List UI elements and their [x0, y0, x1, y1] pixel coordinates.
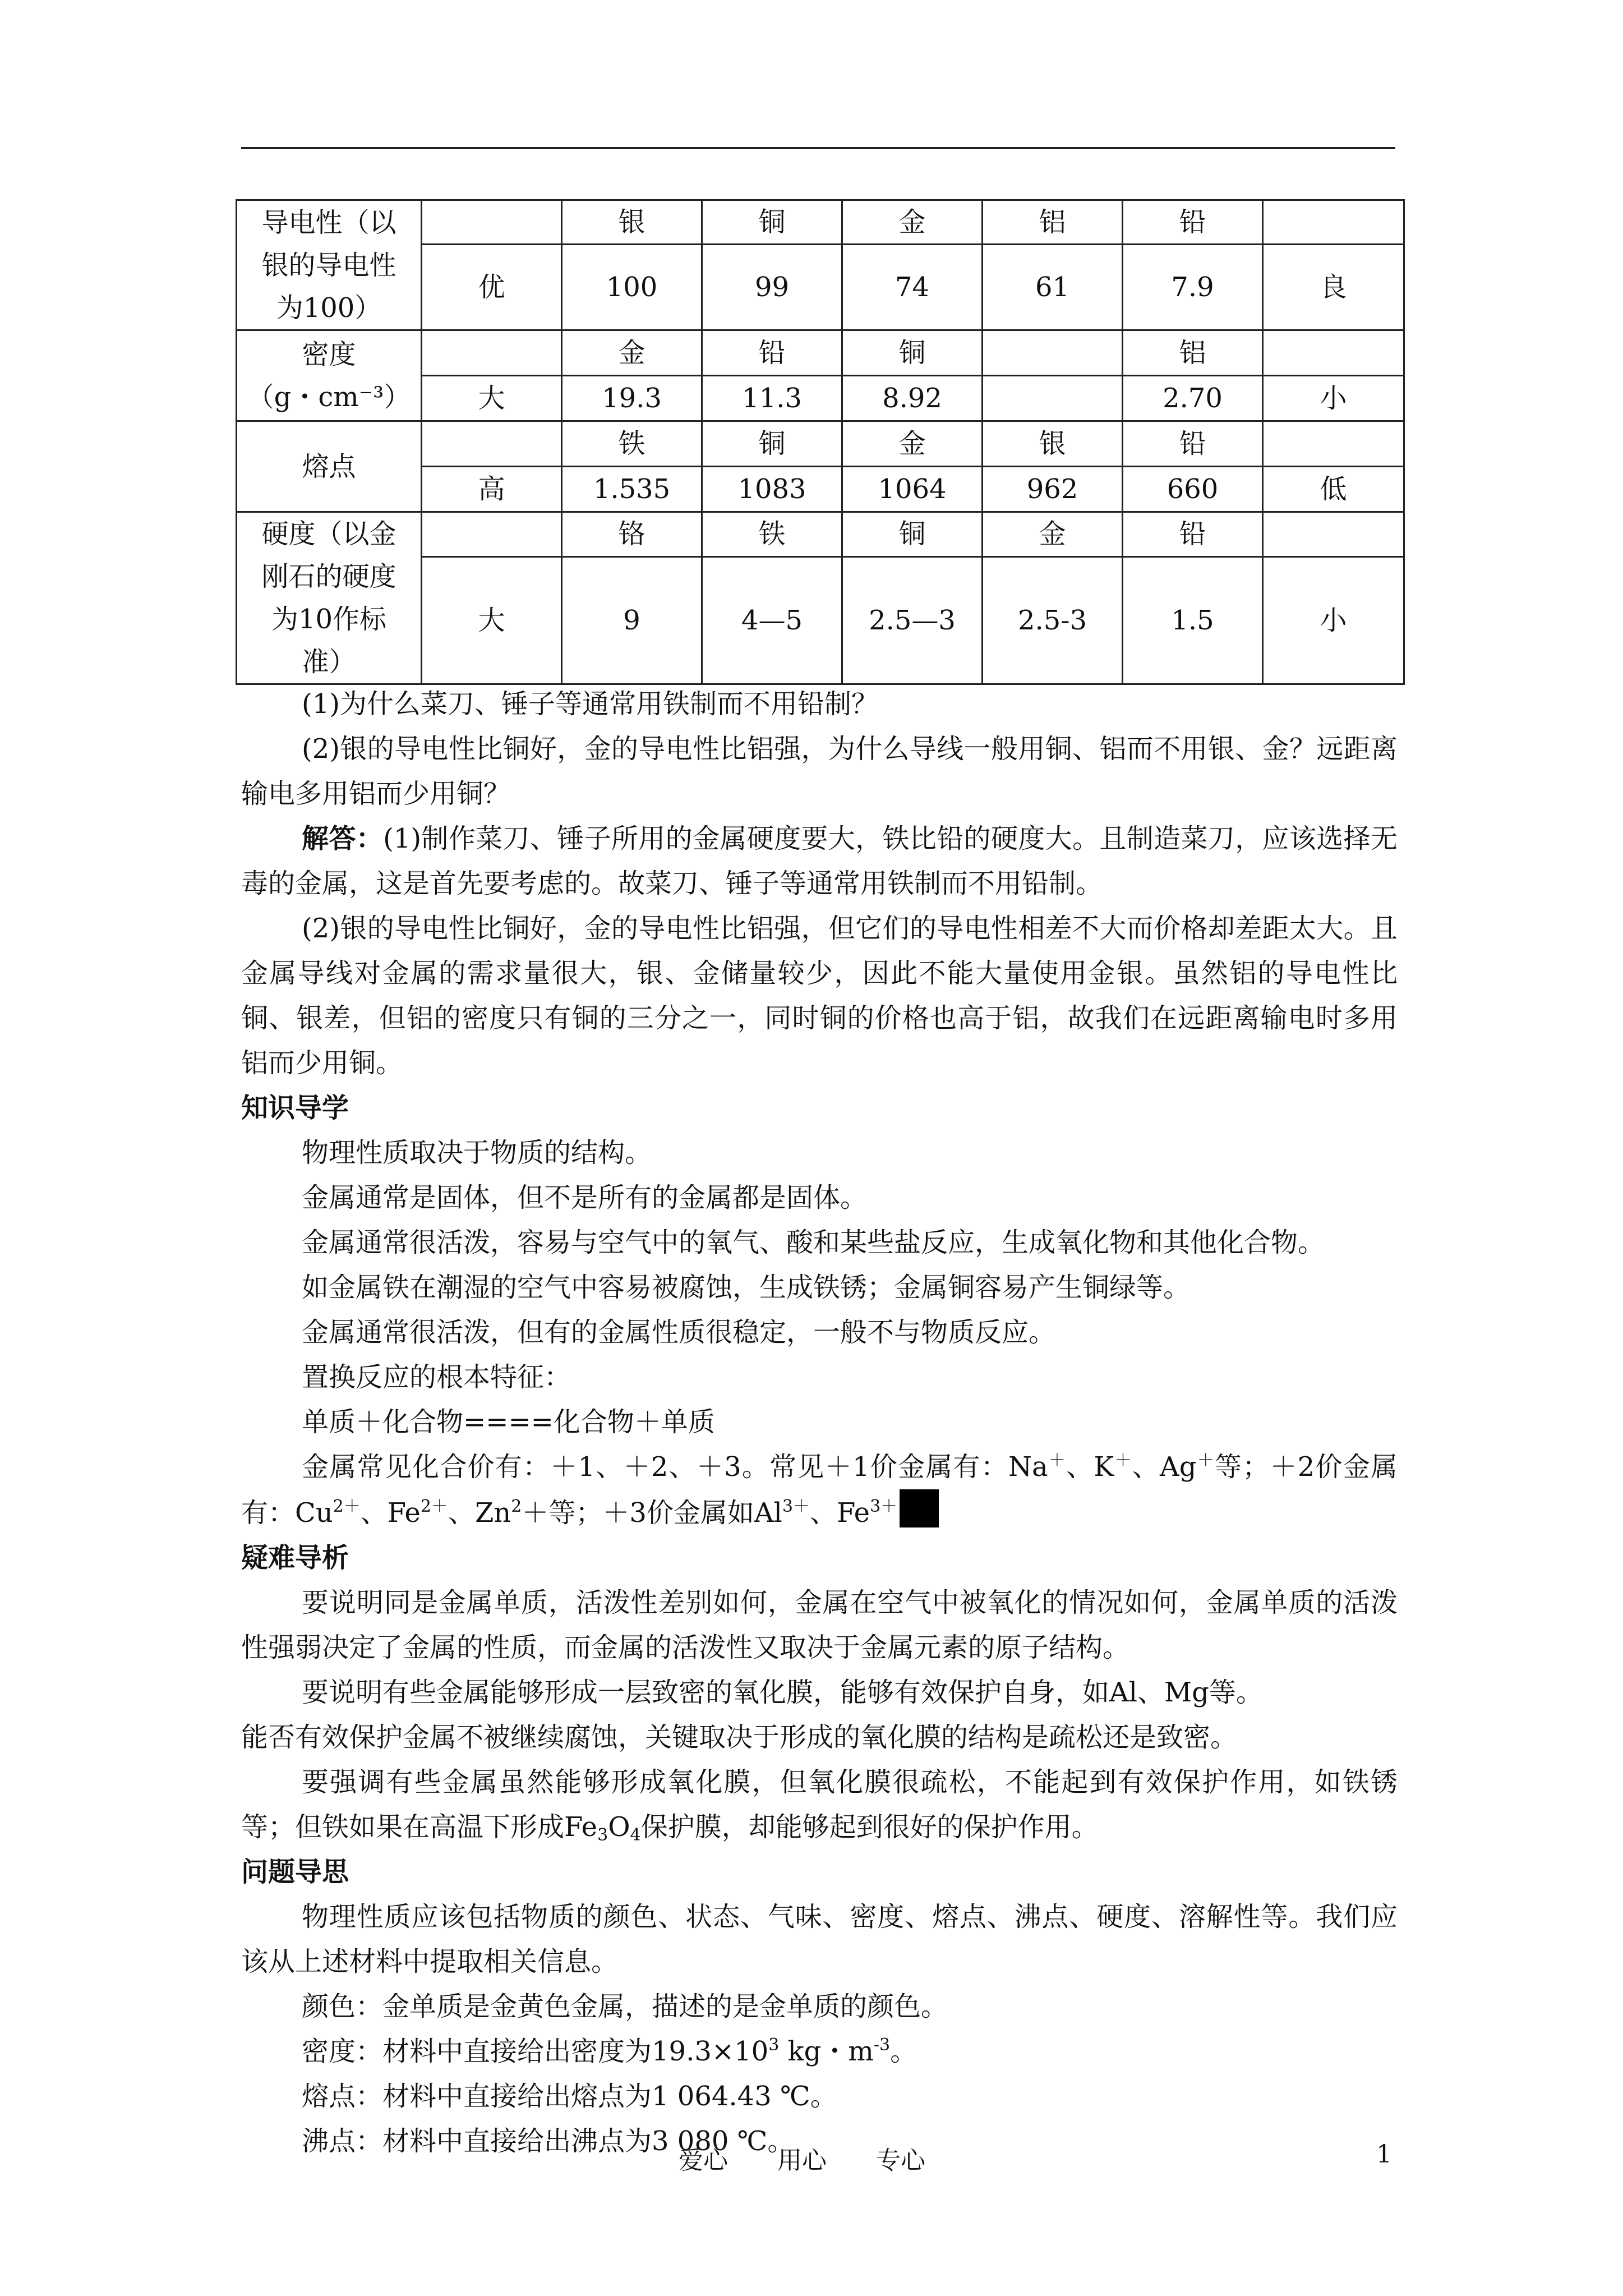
- table-cell: 小: [1263, 376, 1404, 421]
- paragraph: 密度：材料中直接给出密度为$19.3\times 10^3$ kg・$m^{-3}$。: [302, 2035, 917, 2067]
- table-cell: 铬: [562, 512, 702, 557]
- table-cell: 8.92: [842, 376, 983, 421]
- table-cell: 2.70: [1123, 376, 1263, 421]
- table-cell: 铝: [1123, 330, 1263, 376]
- table-cell: 铅: [1123, 421, 1263, 467]
- table-cell: 铅: [1123, 512, 1263, 557]
- table-cell: 金: [842, 421, 983, 467]
- page-number: 1: [1376, 2140, 1392, 2169]
- metal-properties-table: [236, 199, 1405, 685]
- paragraph: 物理性质取决于物质的结构。: [302, 1137, 652, 1168]
- table-cell: 1.5: [1123, 556, 1263, 684]
- table-cell: 19.3: [562, 376, 702, 421]
- redaction-box: [900, 1489, 939, 1527]
- table-cell: [983, 330, 1123, 376]
- paragraph: 置换反应的根本特征：: [302, 1361, 571, 1393]
- table-cell: 大: [422, 556, 562, 684]
- main-content: [241, 682, 1398, 2164]
- table-cell: 金: [983, 512, 1123, 557]
- paragraph: 熔点：材料中直接给出熔点为1 064.43 ℃。: [302, 2081, 837, 2112]
- table-cell: 铁: [702, 512, 842, 557]
- footer-motto: 爱心 用心 专心: [679, 2146, 925, 2175]
- paragraph: 颜色：金单质是金黄色金属，描述的是金单质的颜色。: [302, 1991, 948, 2022]
- table-cell: 99: [702, 245, 842, 330]
- question-1: (1)为什么菜刀、锤子等通常用铁制而不用铅制？: [302, 688, 878, 720]
- paragraph: 要说明同是金属单质，活泼性差别如何，金属在空气中被氧化的情况如何，金属单质的活泼性强弱决定了金属的性质，而金属的活泼性又取决于金属元素的原子结构。: [241, 1587, 1398, 1663]
- table-cell: 良: [1263, 245, 1404, 330]
- table-cell: 1083: [702, 467, 842, 512]
- table-cell: 2.5-3: [983, 556, 1123, 684]
- answer-1: 解答：(1)制作菜刀、锤子所用的金属硬度要大，铁比铅的硬度大。且制造菜刀，应该选择无毒的金属，这是首先要考虑的。故菜刀、锤子等通常用铁制而不用铅制。: [241, 823, 1398, 899]
- table-cell: 9: [562, 556, 702, 684]
- table-cell: 银: [983, 421, 1123, 467]
- table-cell: 铝: [983, 200, 1123, 245]
- conductivity-label: 导电性（以 银的导电性 为100）: [237, 200, 422, 330]
- table-cell: 660: [1123, 467, 1263, 512]
- table-cell: 962: [983, 467, 1123, 512]
- table-cell: 铜: [842, 512, 983, 557]
- section-title-difficulty: 疑难导析: [241, 1542, 349, 1573]
- table-cell: 优: [422, 245, 562, 330]
- table-cell: 小: [1263, 556, 1404, 684]
- density-label: 密度 （g・cm⁻³）: [237, 330, 422, 421]
- table-cell: 铅: [1123, 200, 1263, 245]
- answer-lead: 解答：: [302, 823, 384, 854]
- table-cell: 金: [562, 330, 702, 376]
- table-cell: 100: [562, 245, 702, 330]
- paragraph: 要强调有些金属虽然能够形成氧化膜，但氧化膜很疏松，不能起到有效保护作用，如铁锈等；但铁如果在高温下形成$Fe_3O_4$保护膜，却能够起到很好的保护作用。: [241, 1766, 1398, 1845]
- paragraph: 金属通常是固体，但不是所有的金属都是固体。: [302, 1182, 868, 1213]
- table-cell: 金: [842, 200, 983, 245]
- valence-paragraph: 金属常见化合价有：＋1、＋2、＋3。常见＋1价金属有：Na＋、K＋、Ag＋等；＋2价金属有：$Cu^{2+}$、$Fe^{2+}$、$Zn^2+$等；＋3价金属如$Al^{3+}$、$Fe^{3+}$: [241, 1451, 1398, 1529]
- paragraph: 沸点：材料中直接给出沸点为3 080 ℃。: [302, 2125, 795, 2157]
- table-cell: 4—5: [702, 556, 842, 684]
- paragraph: 金属通常很活泼，但有的金属性质很稳定，一般不与物质反应。: [302, 1317, 1056, 1348]
- table-cell: 1064: [842, 467, 983, 512]
- table-cell: 大: [422, 376, 562, 421]
- table-cell: 铁: [562, 421, 702, 467]
- table-row: [237, 512, 1404, 557]
- section-title-thinking: 问题导思: [241, 1856, 349, 1888]
- answer-2: (2)银的导电性比铜好，金的导电性比铝强，但它们的导电性相差不大而价格却差距太大。且金属导线对金属的需求量很大，银、金储量较少，因此不能大量使用金银。虽然铝的导电性比铜、银差，但铝的密度只有铜的三分之一，同时铜的价格也高于铝，故我们在远距离输电时多用铝而少用铜。: [241, 913, 1398, 1079]
- table-row: [237, 330, 1404, 376]
- section-title-knowledge: 知识导学: [241, 1092, 349, 1124]
- table-cell: 11.3: [702, 376, 842, 421]
- table-cell: 铅: [702, 330, 842, 376]
- paragraph: 如金属铁在潮湿的空气中容易被腐蚀，生成铁锈；金属铜容易产生铜绿等。: [302, 1272, 1191, 1303]
- melting-label: 熔点: [237, 421, 422, 512]
- table-cell: 1.535: [562, 467, 702, 512]
- question-2: (2)银的导电性比铜好，金的导电性比铝强，为什么导线一般用铜、铝而不用银、金？远距离输电多用铝而少用铜？: [241, 733, 1398, 809]
- table-cell: 低: [1263, 467, 1404, 512]
- paragraph: 金属通常很活泼，容易与空气中的氧气、酸和某些盐反应，生成氧化物和其他化合物。: [302, 1227, 1325, 1258]
- table-cell: 74: [842, 245, 983, 330]
- table-cell: 铜: [842, 330, 983, 376]
- table-cell: 61: [983, 245, 1123, 330]
- paragraph: 物理性质应该包括物质的颜色、状态、气味、密度、熔点、沸点、硬度、溶解性等。我们应该从上述材料中提取相关信息。: [241, 1901, 1398, 1977]
- table-cell: 高: [422, 467, 562, 512]
- table-cell: 2.5—3: [842, 556, 983, 684]
- table-cell: 银: [562, 200, 702, 245]
- table-cell: 铜: [702, 421, 842, 467]
- table-cell: 铜: [702, 200, 842, 245]
- table-row: [237, 200, 1404, 245]
- table-row: [237, 421, 1404, 467]
- table-cell: [983, 376, 1123, 421]
- table-cell: 7.9: [1123, 245, 1263, 330]
- paragraph: 能否有效保护金属不被继续腐蚀，关键取决于形成的氧化膜的结构是疏松还是致密。: [241, 1722, 1238, 1753]
- hardness-label: 硬度（以金 刚石的硬度 为10作标 准）: [237, 512, 422, 684]
- equation-line: 单质＋化合物====化合物＋单质: [302, 1406, 715, 1438]
- paragraph: 要说明有些金属能够形成一层致密的氧化膜，能够有效保护自身，如Al、Mg等。: [302, 1677, 1263, 1708]
- header-rule: [241, 147, 1395, 149]
